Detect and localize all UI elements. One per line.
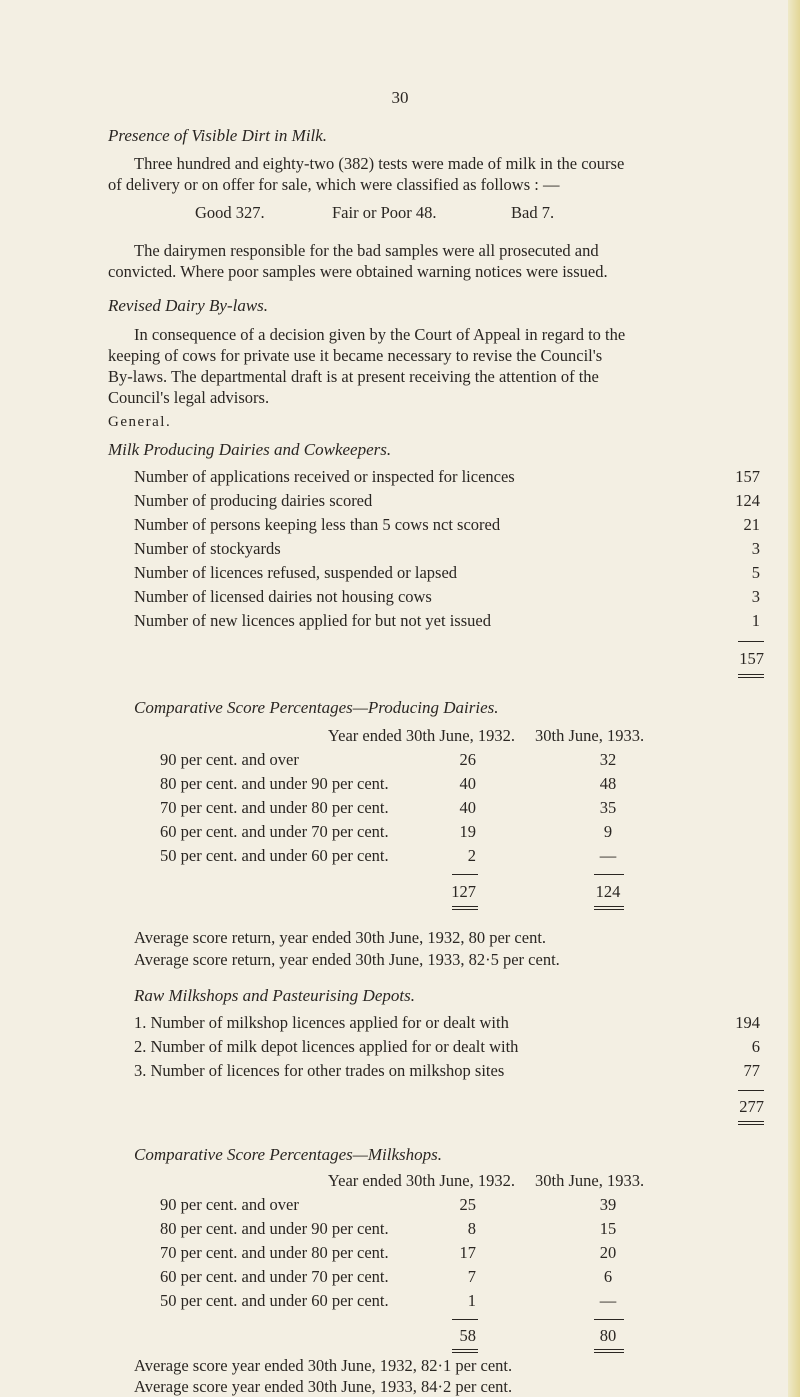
- value-1933: 20: [599, 1243, 617, 1262]
- list-item: [134, 1012, 760, 1034]
- list-item: [134, 514, 760, 536]
- producing-total-row: [0, 881, 800, 903]
- item-label: Number of persons keeping less than 5 cows nct scored: [134, 515, 501, 534]
- value-1932: 40: [459, 774, 476, 793]
- row-label: 60 per cent. and under 70 per cent.: [160, 1267, 389, 1286]
- average-line: Average score year ended 30th June, 1932, 82·1 per cent.: [134, 1356, 513, 1375]
- average-line: Average score return, year ended 30th June, 1933, 82·5 per cent.: [134, 950, 560, 969]
- item-value: 157: [735, 467, 760, 486]
- general-total-row: [700, 648, 764, 670]
- value-1932: 7: [467, 1267, 476, 1286]
- row-label: 80 per cent. and under 90 per cent.: [160, 774, 389, 793]
- list-item: [134, 1036, 760, 1058]
- producing-averages: [134, 927, 774, 971]
- paragraph-line: Council's legal advisors.: [108, 388, 270, 407]
- item-value: 21: [743, 515, 760, 534]
- value-1932: 19: [459, 822, 476, 841]
- page-number: 30: [391, 88, 409, 107]
- prosecution-paragraph: [108, 240, 788, 282]
- double-rule-1932: [452, 906, 478, 910]
- table-row: [0, 1290, 800, 1312]
- row-label: 90 per cent. and over: [160, 750, 299, 769]
- milkshop-table-header: [0, 1170, 800, 1192]
- paragraph-line: By-laws. The departmental draft is at present receiving the attention of the: [108, 367, 599, 386]
- header-1933: 30th June, 1933.: [535, 1171, 645, 1190]
- header-1932: Year ended 30th June, 1932.: [327, 1171, 515, 1190]
- grade-good: Good 327.: [195, 203, 265, 222]
- row-label: 70 per cent. and under 80 per cent.: [160, 798, 389, 817]
- total-1932: 58: [459, 1326, 476, 1345]
- value-1933: —: [599, 1291, 617, 1310]
- total-rule: [738, 641, 764, 642]
- table-row: [0, 1194, 800, 1216]
- milkshops-total-row: [700, 1096, 764, 1118]
- double-rule-1933: [594, 1349, 624, 1353]
- paragraph-line: convicted. Where poor samples were obtained warning notices were issued.: [108, 262, 608, 281]
- row-label: 50 per cent. and under 60 per cent.: [160, 846, 389, 865]
- value-1933: 35: [599, 798, 617, 817]
- item-value: 194: [735, 1013, 760, 1032]
- item-value: 77: [743, 1061, 760, 1080]
- list-item: [134, 538, 760, 560]
- visible-dirt-title: Presence of Visible Dirt in Milk.: [108, 126, 328, 145]
- value-1933: 48: [599, 774, 617, 793]
- total-rule: [738, 1090, 764, 1091]
- general-heading: General.: [108, 414, 172, 430]
- item-label: 1. Number of milkshop licences applied for or dealt with: [134, 1013, 509, 1032]
- total-rule-1932: [452, 874, 478, 875]
- table-row: [0, 821, 800, 843]
- item-value: 5: [751, 563, 760, 582]
- value-1933: 9: [603, 822, 613, 841]
- double-rule-1932: [452, 1349, 478, 1353]
- list-item: [134, 466, 760, 488]
- list-item: [134, 1060, 760, 1082]
- item-value: 6: [751, 1037, 760, 1056]
- producing-table-title: Comparative Score Percentages—Producing Dairies.: [134, 698, 499, 717]
- item-label: Number of stockyards: [134, 539, 281, 558]
- value-1933: 32: [599, 750, 617, 769]
- general-total: 157: [739, 649, 764, 668]
- list-item: [134, 610, 760, 632]
- value-1933: 6: [603, 1267, 613, 1286]
- milkshops-title: Raw Milkshops and Pasteurising Depots.: [134, 986, 415, 1005]
- item-label: 2. Number of milk depot licences applied for or dealt with: [134, 1037, 519, 1056]
- bylaws-title: Revised Dairy By-laws.: [108, 296, 269, 315]
- visible-dirt-paragraph: [108, 153, 788, 195]
- row-label: 90 per cent. and over: [160, 1195, 299, 1214]
- value-1933: 39: [599, 1195, 617, 1214]
- item-value: 124: [735, 491, 760, 510]
- value-1932: 8: [467, 1219, 476, 1238]
- item-label: Number of licensed dairies not housing cows: [134, 587, 432, 606]
- milkshop-table-title: Comparative Score Percentages—Milkshops.: [134, 1145, 442, 1164]
- table-row: [0, 1218, 800, 1240]
- table-row: [0, 1242, 800, 1264]
- paragraph-line: of delivery or on offer for sale, which were classified as follows : —: [108, 175, 560, 194]
- table-row: [0, 773, 800, 795]
- total-double-rule: [738, 674, 764, 678]
- paragraph-line: Three hundred and eighty-two (382) tests were made of milk in the course: [134, 154, 625, 173]
- value-1933: 15: [599, 1219, 617, 1238]
- milkshop-averages: [134, 1355, 774, 1397]
- total-rule-1933: [594, 1319, 624, 1320]
- item-label: Number of producing dairies scored: [134, 491, 373, 510]
- average-line: Average score return, year ended 30th June, 1932, 80 per cent.: [134, 928, 547, 947]
- paragraph-line: The dairymen responsible for the bad samples were all prosecuted and: [134, 241, 599, 260]
- header-1933: 30th June, 1933.: [535, 726, 645, 745]
- grade-fair: Fair or Poor 48.: [332, 203, 437, 222]
- list-item: [134, 490, 760, 512]
- item-label: 3. Number of licences for other trades on milkshop sites: [134, 1061, 505, 1080]
- value-1932: 2: [467, 846, 476, 865]
- item-value: 1: [751, 611, 760, 630]
- value-1932: 17: [459, 1243, 476, 1262]
- total-1933: 124: [595, 882, 621, 901]
- list-item: [134, 586, 760, 608]
- average-line: Average score year ended 30th June, 1933, 84·2 per cent.: [134, 1377, 513, 1396]
- grade-bad: Bad 7.: [511, 203, 555, 222]
- row-label: 70 per cent. and under 80 per cent.: [160, 1243, 389, 1262]
- total-1932: 127: [451, 882, 476, 901]
- total-1933: 80: [599, 1326, 617, 1345]
- table-row: [0, 1266, 800, 1288]
- row-label: 80 per cent. and under 90 per cent.: [160, 1219, 389, 1238]
- producing-table-header: [0, 725, 800, 747]
- milkshop-total-row: [0, 1325, 800, 1347]
- item-value: 3: [751, 587, 760, 606]
- total-rule-1933: [594, 874, 624, 875]
- value-1932: 40: [459, 798, 476, 817]
- row-label: 50 per cent. and under 60 per cent.: [160, 1291, 389, 1310]
- value-1932: 26: [459, 750, 476, 769]
- bylaws-paragraph: [108, 324, 788, 408]
- table-row: [0, 797, 800, 819]
- general-subheading: Milk Producing Dairies and Cowkeepers.: [108, 440, 392, 459]
- table-row: [0, 845, 800, 867]
- double-rule-1933: [594, 906, 624, 910]
- header-1932: Year ended 30th June, 1932.: [327, 726, 515, 745]
- table-row: [0, 749, 800, 771]
- total-rule-1932: [452, 1319, 478, 1320]
- paragraph-line: keeping of cows for private use it became necessary to revise the Council's: [108, 346, 603, 365]
- value-1932: 25: [459, 1195, 476, 1214]
- item-value: 3: [751, 539, 760, 558]
- item-label: Number of licences refused, suspended or lapsed: [134, 563, 458, 582]
- paragraph-line: In consequence of a decision given by the Court of Appeal in regard to the: [134, 325, 626, 344]
- value-1932: 1: [467, 1291, 476, 1310]
- row-label: 60 per cent. and under 70 per cent.: [160, 822, 389, 841]
- total-double-rule: [738, 1121, 764, 1125]
- item-label: Number of new licences applied for but not yet issued: [134, 611, 491, 630]
- value-1933: —: [599, 846, 617, 865]
- list-item: [134, 562, 760, 584]
- item-label: Number of applications received or inspected for licences: [134, 467, 515, 486]
- milkshops-total: 277: [739, 1097, 764, 1116]
